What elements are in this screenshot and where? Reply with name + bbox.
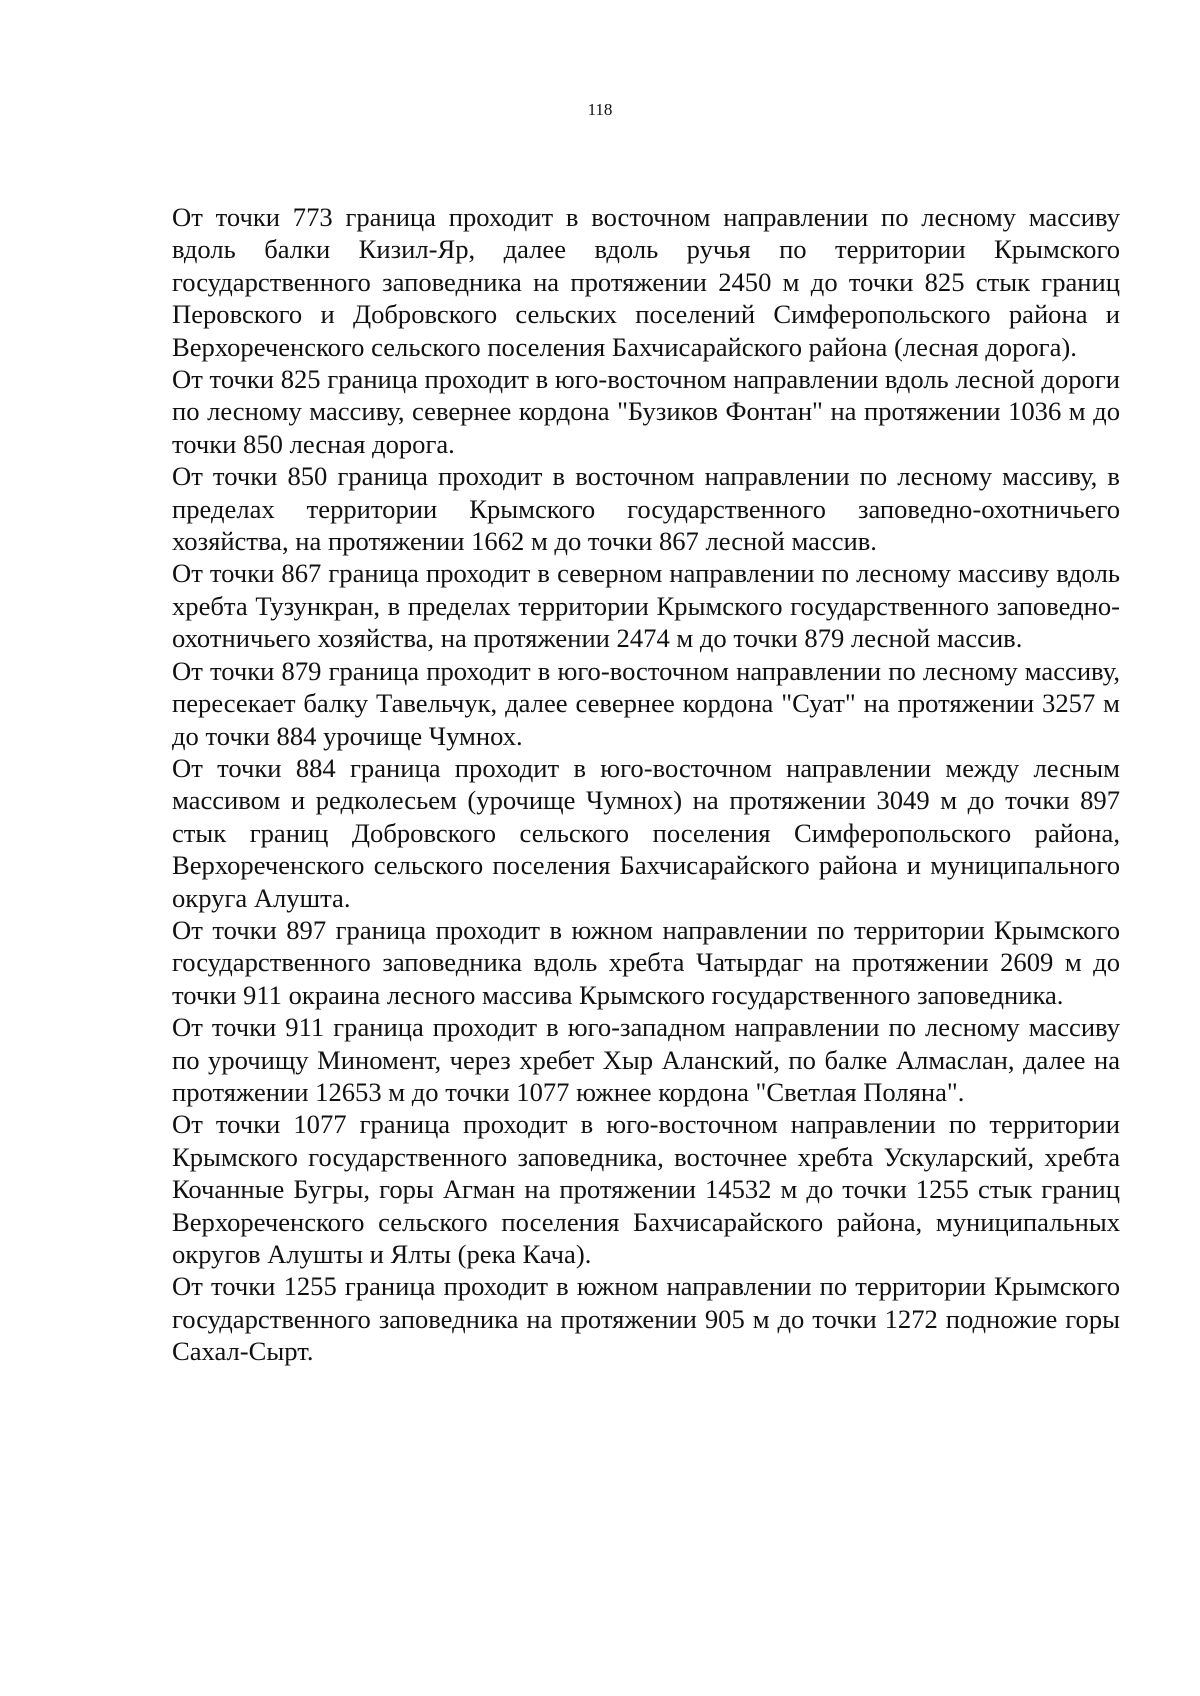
paragraph-point-884: От точки 884 граница проходит в юго-восточном направлении между лесным массивом и редколесьем (урочище Чумнох) на протяжении 3049 м до точки 897 стык границ Добровского сельского поселения Симферопольского района, Верхореченского сельского поселения Бахчисарайского района и муниципального округа Алушта.	[172, 752, 1120, 913]
paragraph-point-825: От точки 825 граница проходит в юго-восточном направлении вдоль лесной дороги по лесному массиву, севернее кордона "Бузиков Фонтан" на протяжении 1036 м до точки 850 лесная дорога.	[172, 364, 1120, 459]
paragraph-point-850: От точки 850 граница проходит в восточном направлении по лесному массиву, в пределах территории Крымского государственного заповедно-охотничьего хозяйства, на протяжении 1662 м до точки 867 лесной массив.	[172, 461, 1120, 557]
paragraph-point-897: От точки 897 граница проходит в южном направлении по территории Крымского государственного заповедника вдоль хребта Чатырдаг на протяжении 2609 м до точки 911 окраина лесного массива Крымского государственного заповедника.	[172, 914, 1120, 1010]
document-body	[172, 201, 1120, 1368]
paragraph-point-867: От точки 867 граница проходит в северном направлении по лесному массиву вдоль хребта Тузункран, в пределах территории Крымского государственного заповедно-охотничьего хозяйства, на протяжении 2474 м до точки 879 лесной массив.	[172, 558, 1120, 654]
paragraph-point-911: От точки 911 граница проходит в юго-западном направлении по лесному массиву по урочищу Миномент, через хребет Хыр Аланский, по балке Алмаслан, далее на протяжении 12653 м до точки 1077 южнее кордона "Светлая Поляна".	[172, 1012, 1120, 1107]
paragraph-point-1255: От точки 1255 граница проходит в южном направлении по территории Крымского государственного заповедника на протяжении 905 м до точки 1272 подножие горы Сахал-Сырт.	[172, 1271, 1120, 1367]
page-number: 118	[587, 100, 613, 119]
paragraph-point-773: От точки 773 граница проходит в восточном направлении по лесному массиву вдоль балки Кизил-Яр, далее вдоль ручья по территории Крымского государственного заповедника на протяжении 2450 м до точки 825 стык границ Перовского и Добровского сельских поселений Симферопольского района и Верхореченского сельского поселения Бахчисарайского района (лесная дорога).	[172, 202, 1120, 362]
paragraph-point-879: От точки 879 граница проходит в юго-восточном направлении по лесному массиву, пересекает балку Тавельчук, далее севернее кордона "Суат" на протяжении 3257 м до точки 884 урочище Чумнох.	[172, 655, 1120, 751]
paragraph-point-1077: От точки 1077 граница проходит в юго-восточном направлении по территории Крымского государственного заповедника, восточнее хребта Ускуларский, хребта Кочанные Бугры, горы Агман на протяжении 14532 м до точки 1255 стык границ Верхореченского сельского поселения Бахчисарайского района, муниципальных округов Алушты и Ялты (река Кача).	[172, 1109, 1120, 1269]
